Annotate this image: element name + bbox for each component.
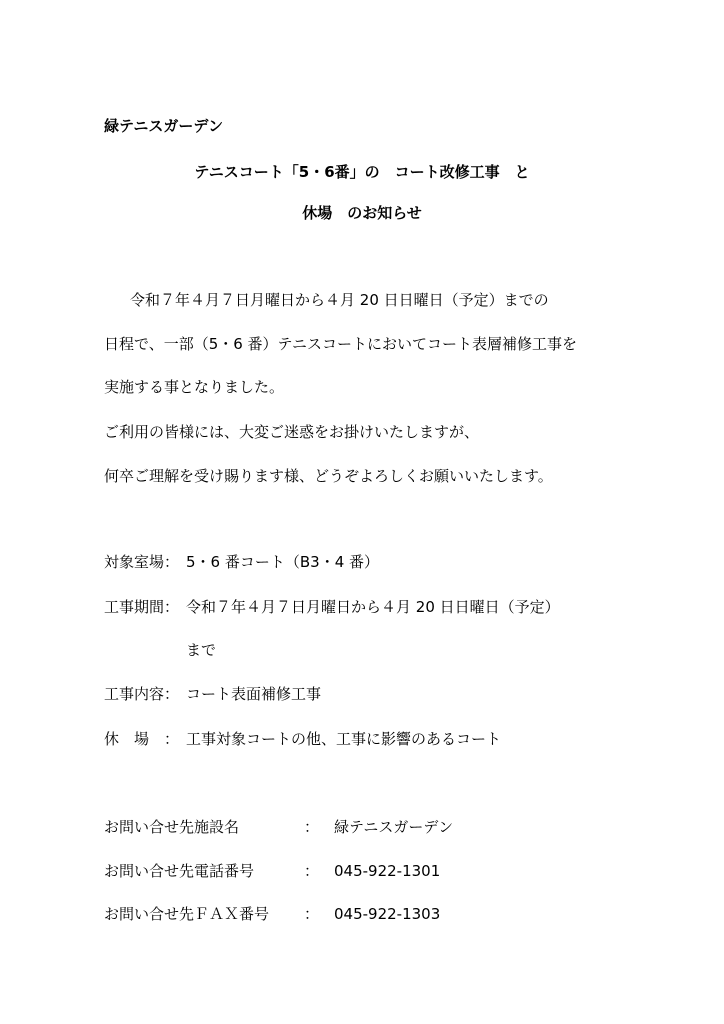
content-label: 工事内容：	[104, 685, 180, 703]
notice-title-line2: 休場 のお知らせ	[302, 204, 422, 222]
contact-fax-sep: ：	[304, 905, 320, 923]
contact-fax-label: お問い合せ先ＦＡＸ番号	[104, 905, 270, 923]
closure-label: 休 場 ：	[104, 730, 180, 748]
contact-phone-value: 045-922-1301	[334, 862, 441, 880]
content-value: コート表面補修工事	[186, 685, 322, 703]
contact-facility-sep: ：	[304, 818, 320, 836]
body-paragraph-3: 実施する事となりました。	[104, 378, 285, 396]
body-paragraph-2: 日程で、一部（5・6 番）テニスコートにおいてコート表層補修工事を	[104, 335, 577, 353]
period-value: 令和７年４月７日月曜日から４月 20 日日曜日（予定）	[186, 598, 560, 616]
body-paragraph-4: ご利用の皆様には、大変ご迷惑をお掛けいたしますが、	[104, 423, 480, 441]
target-value: 5・6 番コート（B3・4 番）	[186, 553, 380, 571]
contact-fax-value: 045-922-1303	[334, 905, 441, 923]
contact-facility-label: お問い合せ先施設名	[104, 818, 240, 836]
contact-phone-sep: ：	[304, 862, 320, 880]
target-label: 対象室場：	[104, 553, 180, 571]
notice-title-line1: テニスコート「5・6番」の コート改修工事 と	[194, 163, 530, 181]
contact-facility-value: 緑テニスガーデン	[334, 818, 454, 836]
period-value-cont: まで	[186, 641, 217, 659]
organization-name: 緑テニスガーデン	[104, 117, 224, 135]
contact-phone-label: お問い合せ先電話番号	[104, 862, 255, 880]
closure-value: 工事対象コートの他、工事に影響のあるコート	[186, 730, 502, 748]
body-paragraph-5: 何卒ご理解を受け賜ります様、どうぞよろしくお願いいたします。	[104, 467, 553, 485]
period-label: 工事期間：	[104, 598, 180, 616]
body-paragraph-1: 令和７年４月７日月曜日から４月 20 日日曜日（予定）までの	[130, 291, 549, 309]
